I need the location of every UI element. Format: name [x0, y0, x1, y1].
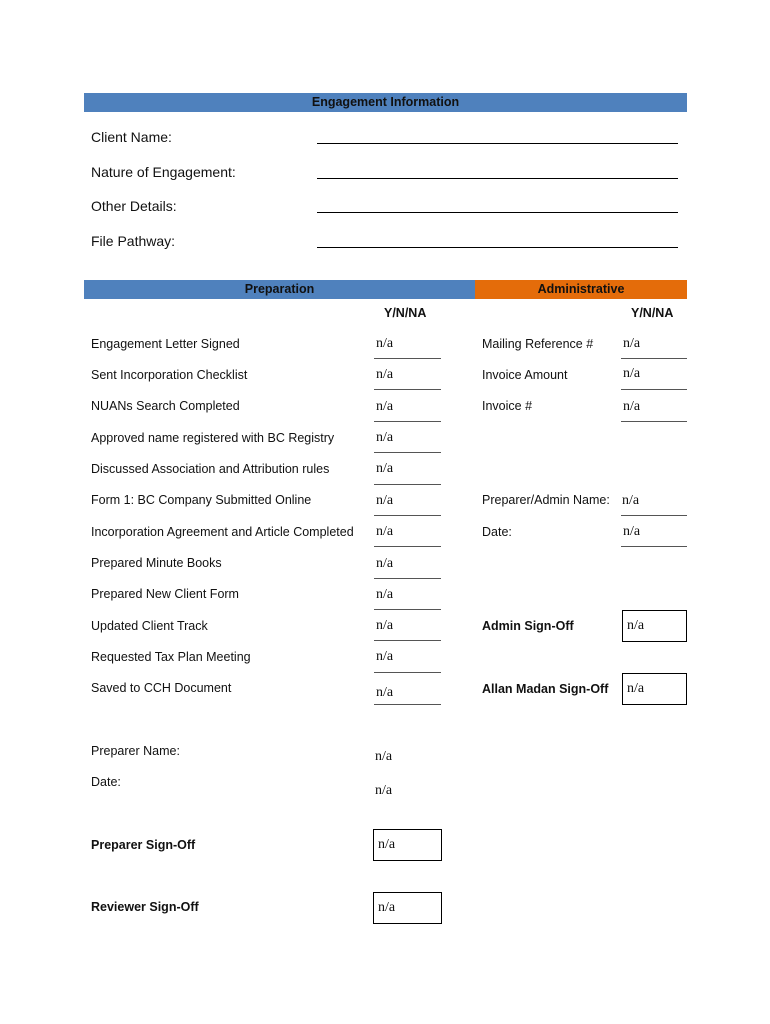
preparation-yn-header: Y/N/NA — [384, 306, 427, 320]
prep-row-underline — [374, 704, 441, 705]
prep-row-label: Updated Client Track — [91, 619, 208, 633]
prep-row-label: Prepared New Client Form — [91, 587, 239, 601]
prep-row-value[interactable]: n/a — [376, 493, 394, 508]
admin-row-underline — [621, 358, 687, 359]
engagement-information-header: Engagement Information — [84, 93, 687, 112]
prep-row-value[interactable]: n/a — [376, 461, 394, 476]
admin-signoff-box[interactable]: n/a — [622, 610, 687, 642]
prep-row-underline — [374, 672, 441, 673]
prep-row-underline — [374, 484, 441, 485]
admin-date-label: Date: — [482, 525, 512, 539]
preparer-admin-name-label: Preparer/Admin Name: — [482, 493, 610, 507]
reviewer-signoff-box[interactable]: n/a — [373, 892, 442, 924]
nature-of-engagement-label: Nature of Engagement: — [91, 164, 236, 180]
prep-row-label: Engagement Letter Signed — [91, 337, 240, 351]
admin-row-label: Invoice Amount — [482, 368, 568, 382]
administrative-header: Administrative — [475, 280, 687, 299]
preparer-admin-name-underline — [621, 515, 687, 516]
allan-madan-signoff-label: Allan Madan Sign-Off — [482, 682, 609, 696]
preparer-date-label: Date: — [91, 775, 121, 789]
administrative-yn-header: Y/N/NA — [631, 306, 674, 320]
prep-row-underline — [374, 421, 441, 422]
admin-signoff-label: Admin Sign-Off — [482, 619, 574, 633]
admin-row-value[interactable]: n/a — [623, 399, 641, 414]
prep-row-value[interactable]: n/a — [376, 524, 394, 539]
prep-row-value[interactable]: n/a — [376, 367, 394, 382]
admin-row-label: Invoice # — [482, 399, 533, 413]
client-name-field[interactable] — [317, 143, 678, 144]
prep-row-underline — [374, 640, 441, 641]
prep-row-label: Sent Incorporation Checklist — [91, 368, 248, 382]
prep-row-underline — [374, 578, 441, 579]
prep-row-label: Discussed Association and Attribution rules — [91, 462, 330, 476]
preparer-name-label: Preparer Name: — [91, 744, 180, 758]
prep-row-value[interactable]: n/a — [376, 649, 394, 664]
preparer-admin-name-value[interactable]: n/a — [622, 493, 640, 508]
prep-row-value[interactable]: n/a — [376, 399, 394, 414]
admin-row-value[interactable]: n/a — [623, 336, 641, 351]
prep-row-value[interactable]: n/a — [376, 336, 394, 351]
prep-row-underline — [374, 609, 441, 610]
preparer-date-value[interactable]: n/a — [375, 783, 393, 798]
prep-row-label: Saved to CCH Document — [91, 681, 232, 695]
prep-row-value[interactable]: n/a — [376, 587, 394, 602]
client-name-label: Client Name: — [91, 129, 172, 145]
prep-row-underline — [374, 515, 441, 516]
admin-row-value[interactable]: n/a — [623, 366, 641, 381]
admin-row-label: Mailing Reference # — [482, 337, 594, 351]
file-pathway-label: File Pathway: — [91, 233, 176, 249]
prep-row-underline — [374, 358, 441, 359]
prep-row-label: Form 1: BC Company Submitted Online — [91, 493, 312, 507]
prep-row-label: Requested Tax Plan Meeting — [91, 650, 251, 664]
allan-madan-signoff-box[interactable]: n/a — [622, 673, 687, 705]
prep-row-value[interactable]: n/a — [376, 685, 394, 700]
admin-row-underline — [621, 389, 687, 390]
prep-row-value[interactable]: n/a — [376, 618, 394, 633]
prep-row-value[interactable]: n/a — [376, 556, 394, 571]
preparer-name-value[interactable]: n/a — [375, 749, 393, 764]
prep-row-underline — [374, 546, 441, 547]
admin-date-underline — [621, 546, 687, 547]
prep-row-underline — [374, 452, 441, 453]
admin-date-value[interactable]: n/a — [623, 524, 641, 539]
prep-row-label: Approved name registered with BC Registry — [91, 431, 335, 445]
nature-of-engagement-field[interactable] — [317, 178, 678, 179]
other-details-label: Other Details: — [91, 198, 177, 214]
prep-row-label: Incorporation Agreement and Article Completed — [91, 525, 354, 539]
file-pathway-field[interactable] — [317, 247, 678, 248]
admin-row-underline — [621, 421, 687, 422]
prep-row-underline — [374, 389, 441, 390]
other-details-field[interactable] — [317, 212, 678, 213]
prep-row-value[interactable]: n/a — [376, 430, 394, 445]
preparer-signoff-box[interactable]: n/a — [373, 829, 442, 861]
prep-row-label: NUANs Search Completed — [91, 399, 240, 413]
preparation-header: Preparation — [84, 280, 475, 299]
reviewer-signoff-label: Reviewer Sign-Off — [91, 900, 199, 914]
preparer-signoff-label: Preparer Sign-Off — [91, 838, 196, 852]
prep-row-label: Prepared Minute Books — [91, 556, 222, 570]
